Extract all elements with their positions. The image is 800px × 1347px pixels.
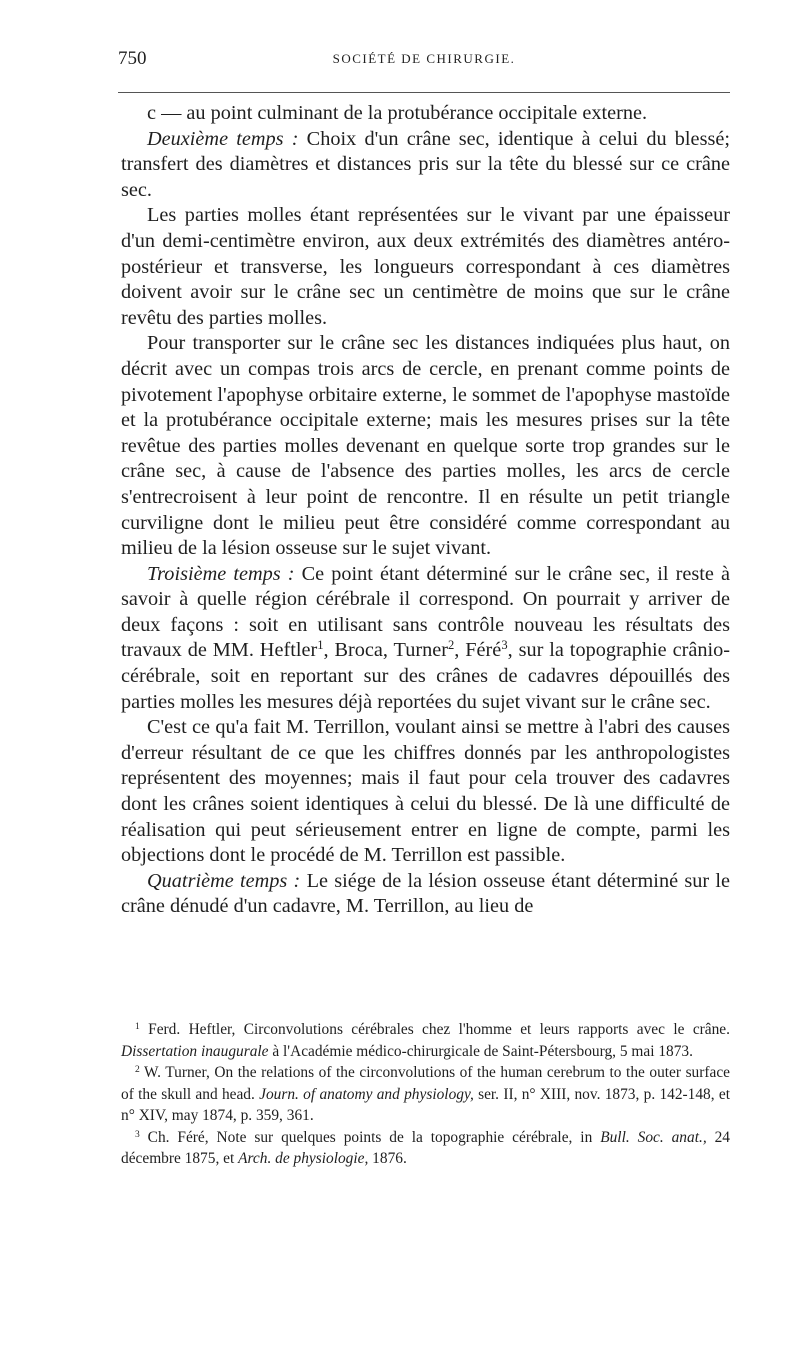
running-head: SOCIÉTÉ DE CHIRURGIE. bbox=[332, 51, 516, 66]
page-header bbox=[118, 48, 730, 74]
paragraph bbox=[121, 869, 730, 920]
paragraph-text: , sur la topographie crânio-cérébrale, soit en reportant sur des crânes de cadavres dépouillés des parties molles les mesures déjà reportées du sujet vivant sur le crâne sec. bbox=[121, 639, 731, 713]
footnote-text: ser. II, n° XIII, nov. 1873, p. 142-148, et n° XIV, may 1874, p. 359, 361. bbox=[121, 1085, 730, 1124]
paragraph-text: c — au point culminant de la protubérance occipitale externe. bbox=[147, 102, 648, 124]
paragraph-text: , Broca, Turner bbox=[323, 639, 448, 662]
paragraph-text: , Féré bbox=[454, 639, 502, 662]
header-rule bbox=[118, 92, 730, 93]
paragraph-lead: Troisième temps : bbox=[147, 562, 295, 585]
paragraph-text: Les parties molles étant représentées sur le vivant par une épaisseur d'un demi-centimètre environ, aux deux extrémités des diamètres antéro-postérieur et transverse, les longueurs correspondant à ces diamètres doivent avoir sur le crâne sec un centimètre de moins que sur le crâne revêtu des parties molles. bbox=[121, 204, 730, 329]
paragraph bbox=[121, 715, 730, 869]
paragraph bbox=[121, 127, 730, 204]
paragraph-text: Ce point étant déterminé sur le crâne sec, il reste à savoir à quelle région cérébrale il correspond. On pourrait y arriver de deux façons : soit en utilisant sans contrôle nouveau les résultats des travaux de MM. Heftler bbox=[121, 562, 730, 662]
page-number: 750 bbox=[118, 48, 147, 69]
paragraph bbox=[121, 562, 730, 716]
footnote-italic: Arch. de physiologie, bbox=[238, 1150, 369, 1167]
paragraph-text: Pour transporter sur le crâne sec les distances indiquées plus haut, on décrit avec un compas trois arcs de cercle, en prenant comme points de pivotement l'apophyse orbitaire externe, le sommet de l'apophyse mastoïde et la protubérance occipitale externe; mais les mesures prises sur la tête revêtue des parties molles devenant en quelque sorte trop grandes sur le crâne sec, à cause de l'absence des parties molles, les arcs de cercle s'entrecroisent à leur point de rencontre. Il en résulte un petit triangle curviligne dont le milieu peut être considéré comme correspondant au milieu de la lésion osseuse sur le sujet vivant. bbox=[121, 332, 730, 560]
paragraph bbox=[121, 331, 730, 561]
footnote-text: 1876. bbox=[368, 1150, 407, 1167]
paragraph-text: Choix d'un crâne sec, identique à celui du blessé; transfert des diamètres et distances pris sur la tête du blessé sur ce crâne sec. bbox=[121, 127, 730, 201]
paragraph-text: C'est ce qu'a fait M. Terrillon, voulant ainsi se mettre à l'abri des causes d'erreur résultant de ce que les chiffres donnés par les anthropologistes représentent des moyennes; mais il faut pour cela trouver des cadavres dont les crânes soient identiques à celui du blessé. De là une difficulté de réalisation qui peut sérieusement entrer en ligne de compte, parmi les objections dont le procédé de M. Terrillon est passible. bbox=[121, 716, 730, 867]
footnote-text: Ch. Féré, Note sur quelques points de la topographie cérébrale, in bbox=[139, 1128, 601, 1146]
paragraph-lead: Quatrième temps : bbox=[147, 869, 301, 892]
footnote-mark: 2 bbox=[135, 1063, 140, 1075]
paragraph-lead: Deuxième temps : bbox=[147, 127, 299, 150]
footnote bbox=[121, 1062, 730, 1127]
footnote bbox=[121, 1019, 730, 1062]
footnote-italic: Dissertation inaugurale bbox=[121, 1042, 269, 1060]
footnote-mark: 1 bbox=[135, 1020, 140, 1032]
footnote-ref: 3 bbox=[501, 638, 508, 653]
footnote-italic: Bull. Soc. anat., bbox=[600, 1128, 707, 1146]
footnote-mark: 3 bbox=[135, 1128, 140, 1140]
paragraph-text: Le siége de la lésion osseuse étant déterminé sur le crâne dénudé d'un cadavre, M. Terrillon, au lieu de bbox=[121, 869, 731, 918]
footnote-text: à l'Académie médico-chirurgicale de Saint-Pétersbourg, 5 mai 1873. bbox=[268, 1042, 693, 1060]
footnote-italic: Journ. of anatomy and physiology, bbox=[259, 1085, 474, 1103]
footnote-ref: 1 bbox=[317, 638, 324, 653]
paragraph bbox=[121, 203, 730, 331]
footnote bbox=[121, 1127, 730, 1170]
footnote-text: W. Turner, On the relations of the circonvolutions of the human cerebrum to the outer surface of the skull and head. bbox=[121, 1064, 730, 1103]
footnote-text: 24 décembre 1875, et bbox=[121, 1128, 730, 1167]
footnote-ref: 2 bbox=[448, 638, 455, 653]
paragraph bbox=[121, 101, 730, 127]
footnotes bbox=[121, 1019, 730, 1170]
footnote-text: Ferd. Heftler, Circonvolutions cérébrales chez l'homme et leurs rapports avec le crâne. bbox=[139, 1021, 730, 1038]
body-text bbox=[121, 101, 730, 920]
